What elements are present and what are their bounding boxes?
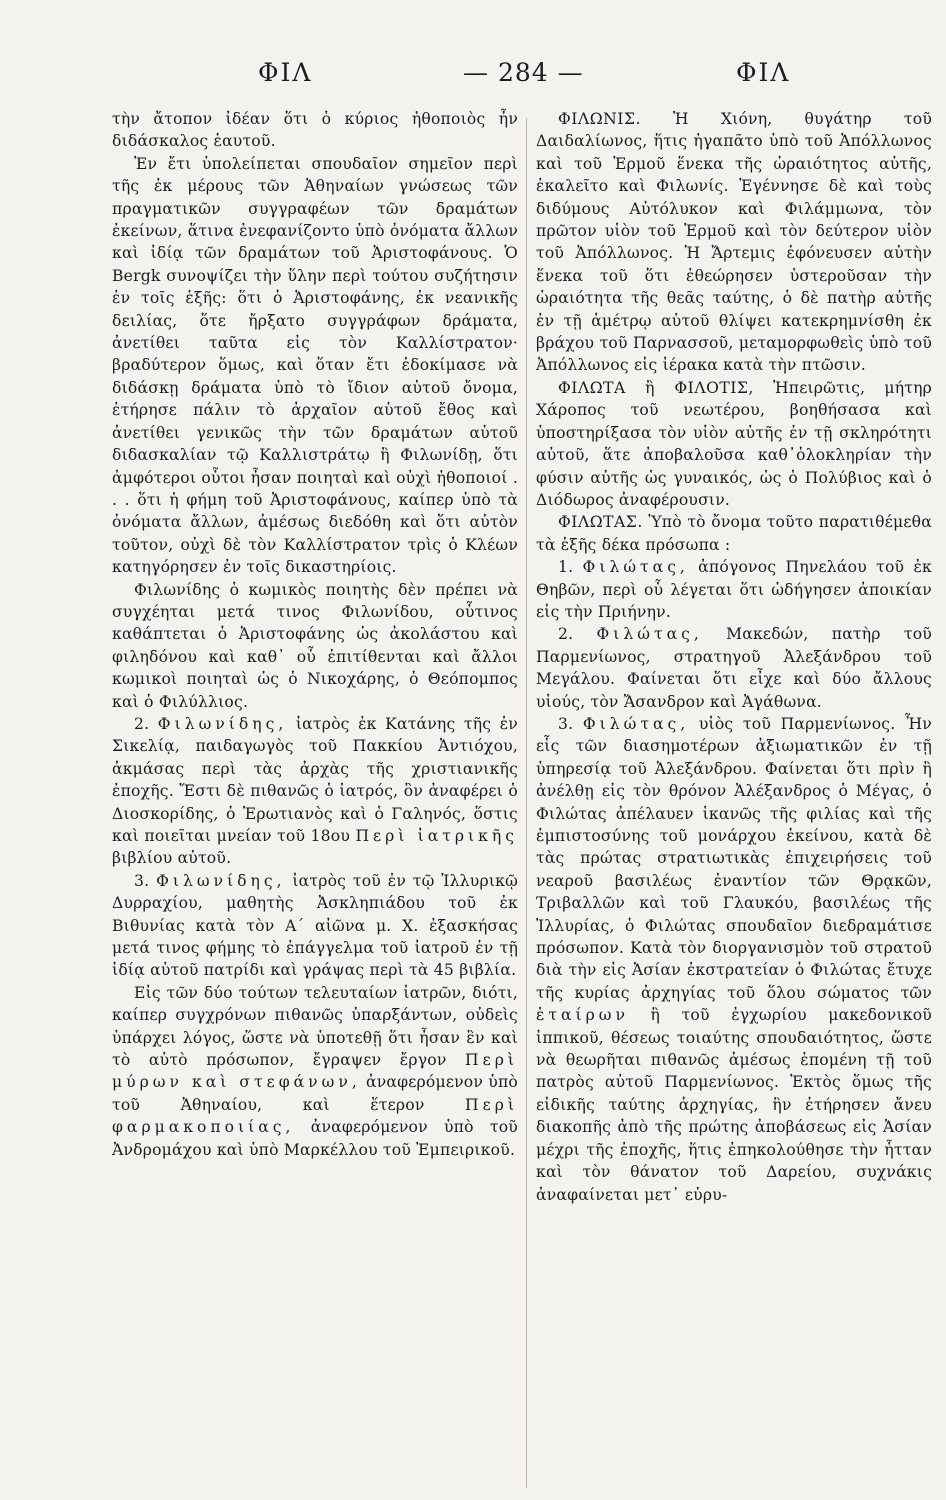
entry-headword: ΦΙΛΩΤΑ ἢ ΦΙΛΟΤΙΣ,	[558, 378, 754, 397]
emphasized-term: ἑταίρων	[536, 1006, 630, 1025]
paragraph	[112, 579, 518, 713]
entry-number: 2.	[558, 625, 574, 644]
work-title: Περὶ φαρμακοποιίας,	[112, 1095, 518, 1137]
text: Εἰς τῶν δύο τούτων τελευταίων ἰατρῶν, διότι, καίπερ συγχρόνων πιθανῶς ὑπαρξάντων, οὐδεὶς ὑπάρχει λόγος, ὥστε νὰ ὑποτεθῇ ὅτι ἦσαν ἓν καὶ τὸ αὐτὸ πρόσωπον, ἔγραψεν ἔργον	[112, 983, 518, 1070]
entry-philotas-1	[536, 556, 932, 623]
entry-name: Φιλώτας,	[582, 714, 690, 733]
text: ἢ τοῦ ἐγχωρίου μακεδονικοῦ ἱππικοῦ, θέσεως τοιαύτης σπουδαιότητος, ὥστε νὰ θεωρῆται πιθανῶς ἀμέσως ἑπομένη τῇ τοῦ πατρὸς αὐτοῦ Παρμενίωνος. Ἐκτὸς ὅμως τῆς εἰδικῆς ταύτης ἀρχηγίας, ἣν ἐτήρησεν ἄνευ διακοπῆς ἀπὸ τῆς πρώτης ἀποβάσεως εἰς Ἀσίαν μέχρι τῆς ἐποχῆς, ἥτις ἐπηκολούθησε τὴν ἧτταν καὶ τὸν θάνατον τοῦ Δαρείου, συχνάκις ἀναφαίνεται μετ᾽ εὐρυ-	[536, 1006, 932, 1204]
text: Ἠπειρῶτις, μήτηρ Χάροπος τοῦ νεωτέρου, βοηθήσασα καὶ ὑποστηρίξασα τὸν υἱὸν αὐτῆς ἐν τῇ σκληρότητι αὐτοῦ, ἅτε ἀποβαλοῦσα καθ᾽ὁλοκληρίαν τὴν φύσιν αὐτῆς ὡς γυναικός, ὡς ὁ Πολύβιος καὶ ὁ Διόδωρος ἀναφέρουσιν.	[536, 378, 932, 509]
work-title: Περὶ μύρων καὶ στεφάνων,	[112, 1051, 518, 1092]
text: ἀπόγονος Πηνελάου τοῦ ἐκ Θηβῶν, περὶ οὗ λέγεται ὅτι ὡδήγησεν ἀποικίαν εἰς τὴν Πριήνην.	[536, 558, 932, 621]
text: βιβλίου αὐτοῦ.	[112, 849, 232, 868]
text: ἰατρὸς τοῦ ἐν τῷ Ἰλλυρικῷ Δυρραχίου, μαθητὴς Ἀσκληπιάδου τοῦ ἐκ Βιθυνίας κατὰ τὸν Α΄ αἰῶνα μ. Χ. ἐξασκήσας μετά τινος φήμης τὸ ἐπάγγελμα τοῦ ἰατροῦ ἐν τῇ ἰδίᾳ αὑτοῦ πατρίδι καὶ γράψας περὶ τὰ 45 βιβλία.	[112, 871, 518, 980]
right-column	[536, 108, 932, 1206]
entry-philonides-2	[112, 713, 518, 870]
entry-number: 3.	[558, 714, 574, 733]
entry-philota	[536, 377, 932, 511]
entry-number: 3.	[134, 871, 150, 890]
text: Ἐν ἔτι ὑπολείπεται σπουδαῖον σημεῖον περὶ τῆς ἐκ μέρους τῶν Ἀθηναίων γνώσεως τῶν πραγματικῶν συγγραφέων τῶν δραμάτων ἐκείνων, ἅτινα ἐνεφανίζοντο ὑπὸ ὀνόματα ἄλλων καὶ ἰδίᾳ τῶν δραμάτων τοῦ Ἀριστοφάνους. Ὁ	[112, 154, 518, 263]
text: τὴν ἄτοπον ἰδέαν ὅτι ὁ κύριος ἠθοποιὸς ἦν διδάσκαλος ἑαυτοῦ.	[112, 110, 518, 151]
text: ἀναφερόμενον ὑπὸ τοῦ Ἀνδρομάχου καὶ ὑπὸ Μαρκέλλου τοῦ Ἐμπειρικοῦ.	[112, 1118, 518, 1159]
text: υἱὸς τοῦ Παρμενίωνος. Ἦν εἷς τῶν διασημοτέρων ἀξιωματικῶν ἐν τῇ ὑπηρεσίᾳ τοῦ Ἀλεξάνδρου. Φαίνεται ὅτι πρὶν ἢ ἀνέλθῃ εἰς τὸν θρόνον Ἀλέξανδρος ὁ Μέγας, ὁ Φιλώτας ἀπέλαυεν ἱκανῶς τῆς φιλίας καὶ τῆς ἐμπιστοσύνης τοῦ μονάρχου ἐκείνου, κατὰ δὲ τὰς πρώτας στρατιωτικὰς ἐπιχειρήσεις τοῦ νεαροῦ βασιλέως ἐναντίον τῶν Θρᾳκῶν, Τριβαλλῶν καὶ τοῦ Γλαυκόυ, βασιλέως τῆς Ἰλλυρίας, ὁ Φιλώτας σπουδαῖον διεδραμάτισε πρόσωπον. Κατὰ τὸν διοργανισμὸν τοῦ στρατοῦ διὰ τὴν εἰς Ἀσίαν ἐκστρατείαν ὁ Φιλώτας ἔτυχε τῆς κυρίας ἀρχηγίας τοῦ ὅλου σώματος τῶν	[536, 714, 932, 1002]
entry-name: Φιλώτας,	[582, 558, 689, 577]
entry-philotas	[536, 511, 932, 556]
paragraph	[112, 153, 518, 579]
entry-name: Φιλώτας,	[596, 625, 703, 644]
author-name: Bergk	[112, 266, 161, 285]
paragraph	[112, 108, 518, 153]
entry-philotas-3	[536, 713, 932, 1206]
work-title: Περὶ ἰατρικῆς	[355, 827, 518, 845]
header-left-guideword: ΦΙΛ	[258, 58, 313, 87]
text: Ὑπὸ τὸ ὄνομα τοῦτο παρατιθέμεθα τὰ ἑξῆς δέκα πρόσωπα :	[536, 513, 932, 554]
entry-philonides-3	[112, 870, 518, 982]
header-right-guideword: ΦΙΛ	[736, 58, 791, 87]
paragraph	[112, 982, 518, 1161]
entry-philonis	[536, 108, 932, 377]
entry-philotas-2	[536, 623, 932, 713]
entry-headword: ΦΙΛΩΝΙΣ.	[558, 110, 641, 128]
text: ἀναφερόμενον ὑπὸ τοῦ Ἀθηναίου, καὶ ἕτερον	[112, 1073, 518, 1114]
entry-number: 2.	[134, 714, 150, 733]
entry-name: Φιλωνίδης,	[156, 871, 286, 890]
text: Μακεδών, πατὴρ τοῦ Παρμενίωνος, στρατηγοῦ Ἀλεξάνδρου τοῦ Μεγάλου. Φαίνεται ὅτι εἶχε καὶ δύο ἄλλους υἱούς, τὸν Ἄσανδρον καὶ Ἀγάθωνα.	[536, 625, 932, 711]
page-number: — 284 —	[463, 58, 584, 87]
text: ἰατρὸς ἐκ Κατάνης τῆς ἐν Σικελίᾳ, παιδαγωγὸς τοῦ Πακκίου Ἀντιόχου, ἀκμάσας περὶ τὰς ἀρχὰς τῆς χριστιανικῆς ἐποχῆς. Ἔστι δὲ πιθανῶς ὁ ἰατρός, ὃν ἀναφέρει ὁ Διοσκορίδης, ὁ Ἐρωτιανὸς καὶ ὁ Γαληνός, ὅστις καὶ ποιεῖται μνείαν τοῦ 18ου	[112, 714, 518, 845]
page-header	[0, 58, 946, 98]
entry-name: Φιλωνίδης,	[157, 714, 288, 733]
text: Φιλωνίδης ὁ κωμικὸς ποιητὴς δὲν πρέπει νὰ συγχέηται μετά τινος Φιλωνίδου, οὗτινος καθάπτεται ὁ Ἀριστοφάνης ὡς ἀκολάστου καὶ φιληδόνου καὶ καθ᾽ οὗ ἐπιτίθενται καὶ ἄλλοι κωμικοὶ ποιηταὶ ὡς ὁ Νικοχάρης, ὁ Θεόπομπος καὶ ὁ Φιλύλλιος.	[112, 580, 518, 711]
entry-headword: ΦΙΛΩΤΑΣ.	[558, 513, 643, 532]
text: Ἡ Χιόνη, θυγάτηρ τοῦ Δαιδαλίωνος, ἥτις ἠγαπᾶτο ὑπὸ τοῦ Ἀπόλλωνος καὶ τοῦ Ἑρμοῦ ἕνεκα τῆς ὡραιότητος αὐτῆς, ἐκαλεῖτο καὶ Φιλωνίς. Ἐγέννησε δὲ καὶ τοὺς διδύμους Αὐτόλυκον καὶ Φιλάμμωνα, τὸν πρῶτον υἱὸν τοῦ Ἑρμοῦ καὶ τὸν δεύτερον υἱὸν τοῦ Ἀπόλλωνος. Ἡ Ἄρτεμις ἐφόνευσεν αὐτὴν ἕνεκα τοῦ ὅτι ἐθεώρησεν ὑστεροῦσαν τὴν ὡραιότητα τῆς θεᾶς ταύτης, ὁ δὲ πατὴρ αὐτῆς ἐν τῇ ἀμέτρῳ αὑτοῦ θλίψει κατεκρημνίσθη ἐκ βράχου τοῦ Παρνασσοῦ, μεταμορφωθεὶς ὑπὸ τοῦ Ἀπόλλωνος εἰς ἱέρακα κατὰ τὴν πτῶσιν.	[536, 110, 932, 375]
text: συνοψίζει τὴν ὕλην περὶ τούτου συζήτησιν ἐν τοῖς ἑξῆς: ὅτι ὁ Ἀριστοφάνης, ἐκ νεανικῆς δειλίας, ὅτε ἤρξατο συγγράφων δράματα, ἀνετίθει ταῦτα εἰς τὸν Καλλίστρατον· βραδύτερον ὅμως, καὶ ὅταν ἔτι ἐδοκίμασε νὰ διδάσκῃ δράματα ὑπὸ τὸ ἴδιον αὑτοῦ ὄνομα, ἐτήρησε πάλιν τὸ ἀρχαῖον αὑτοῦ ἔθος καὶ ἀνετίθει γενικῶς τὴν τῶν δραμάτων αὑτοῦ διδασκαλίαν τῷ Καλλιστράτῳ ἢ Φιλωνίδῃ, ὅτι ἀμφότεροι οὗτοι ἦσαν ποιηταὶ καὶ οὐχὶ ἠθοποιοί . . . ὅτι ἡ φήμη τοῦ Ἀριστοφάνους, καίπερ ὑπὸ τὰ ὀνόματα ἄλλων, ἀμέσως διεδόθη καὶ ὅτι αὐτὸν τοῦτον, οὐχὶ δὲ τὸν Καλλίστρατον τρὶς ὁ Κλέων κατηγόρησεν ἐν τοῖς δικαστηρίοις.	[112, 266, 518, 577]
column-divider	[526, 118, 527, 1488]
entry-number: 1.	[558, 558, 574, 577]
left-column	[112, 108, 518, 1161]
